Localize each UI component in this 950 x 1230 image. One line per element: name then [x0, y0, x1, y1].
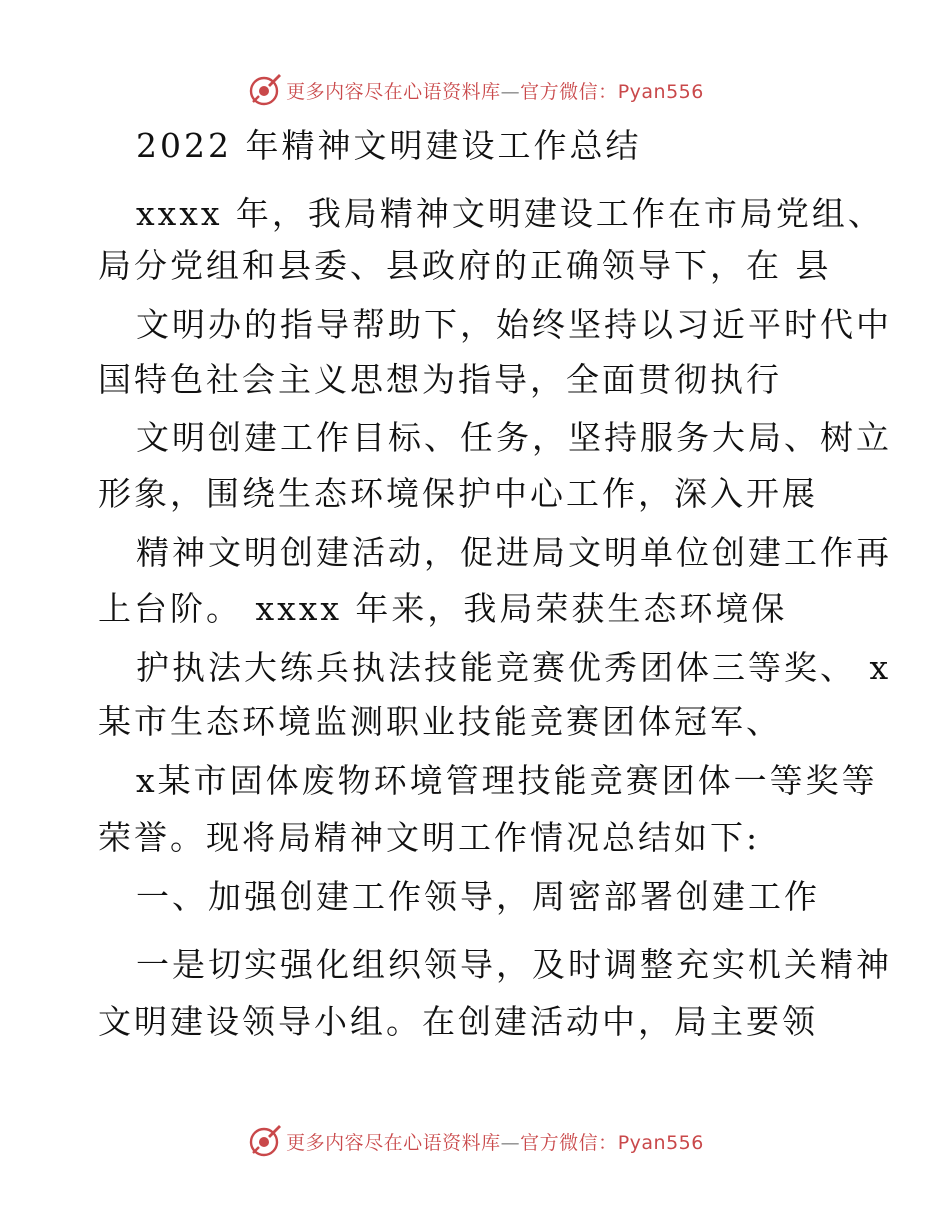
banner-contact-label: 官方微信： [520, 80, 618, 103]
document-title: 2022 年精神文明建设工作总结 [136, 126, 642, 165]
pen-nib-logo-icon [246, 1123, 282, 1159]
paragraph-line: 一是切实强化组织领导，及时调整充实机关精神 [136, 945, 892, 984]
paragraph-line: 局分党组和县委、县政府的正确领导下，在 县 [98, 246, 832, 285]
paragraph-line: 某市生态环境监测职业技能竞赛团体冠军、 [98, 702, 782, 741]
paragraph-line: 精神文明创建活动，促进局文明单位创建工作再 [136, 533, 892, 572]
banner-contact-id: Pyan556 [617, 80, 704, 103]
paragraph-line: 文明办的指导帮助下，始终坚持以习近平时代中 [136, 305, 892, 344]
paragraph-line: 上台阶。 xxxx 年来，我局荣获生态环境保 [98, 589, 788, 628]
footer-banner [0, 1121, 950, 1161]
banner-main-text: 更多内容尽在心语资料库 [286, 80, 501, 103]
banner-separator: — [500, 80, 521, 103]
banner-separator: — [500, 1131, 521, 1154]
paragraph-line: 荣誉。现将局精神文明工作情况总结如下: [98, 818, 761, 857]
paragraph-line: 形象，围绕生态环境保护中心工作，深入开展 [98, 474, 818, 513]
banner-contact-id: Pyan556 [617, 1131, 704, 1154]
paragraph-line: 文明建设领导小组。在创建活动中，局主要领 [98, 1002, 818, 1041]
paragraph-line: 国特色社会主义思想为指导，全面贯彻执行 [98, 360, 782, 399]
paragraph-line: 护执法大练兵执法技能竞赛优秀团体三等奖、 x [136, 648, 892, 687]
banner-text [286, 1128, 704, 1155]
banner-contact-label: 官方微信： [520, 1131, 618, 1154]
section-heading: 一、加强创建工作领导，周密部署创建工作 [136, 877, 820, 916]
banner-main-text: 更多内容尽在心语资料库 [286, 1131, 501, 1154]
paragraph-line: 文明创建工作目标、任务，坚持服务大局、树立 [136, 418, 892, 457]
paragraph-line: xxxx 年，我局精神文明建设工作在市局党组、 [136, 194, 884, 233]
paragraph-line: x某市固体废物环境管理技能竞赛团体一等奖等 [136, 761, 878, 800]
